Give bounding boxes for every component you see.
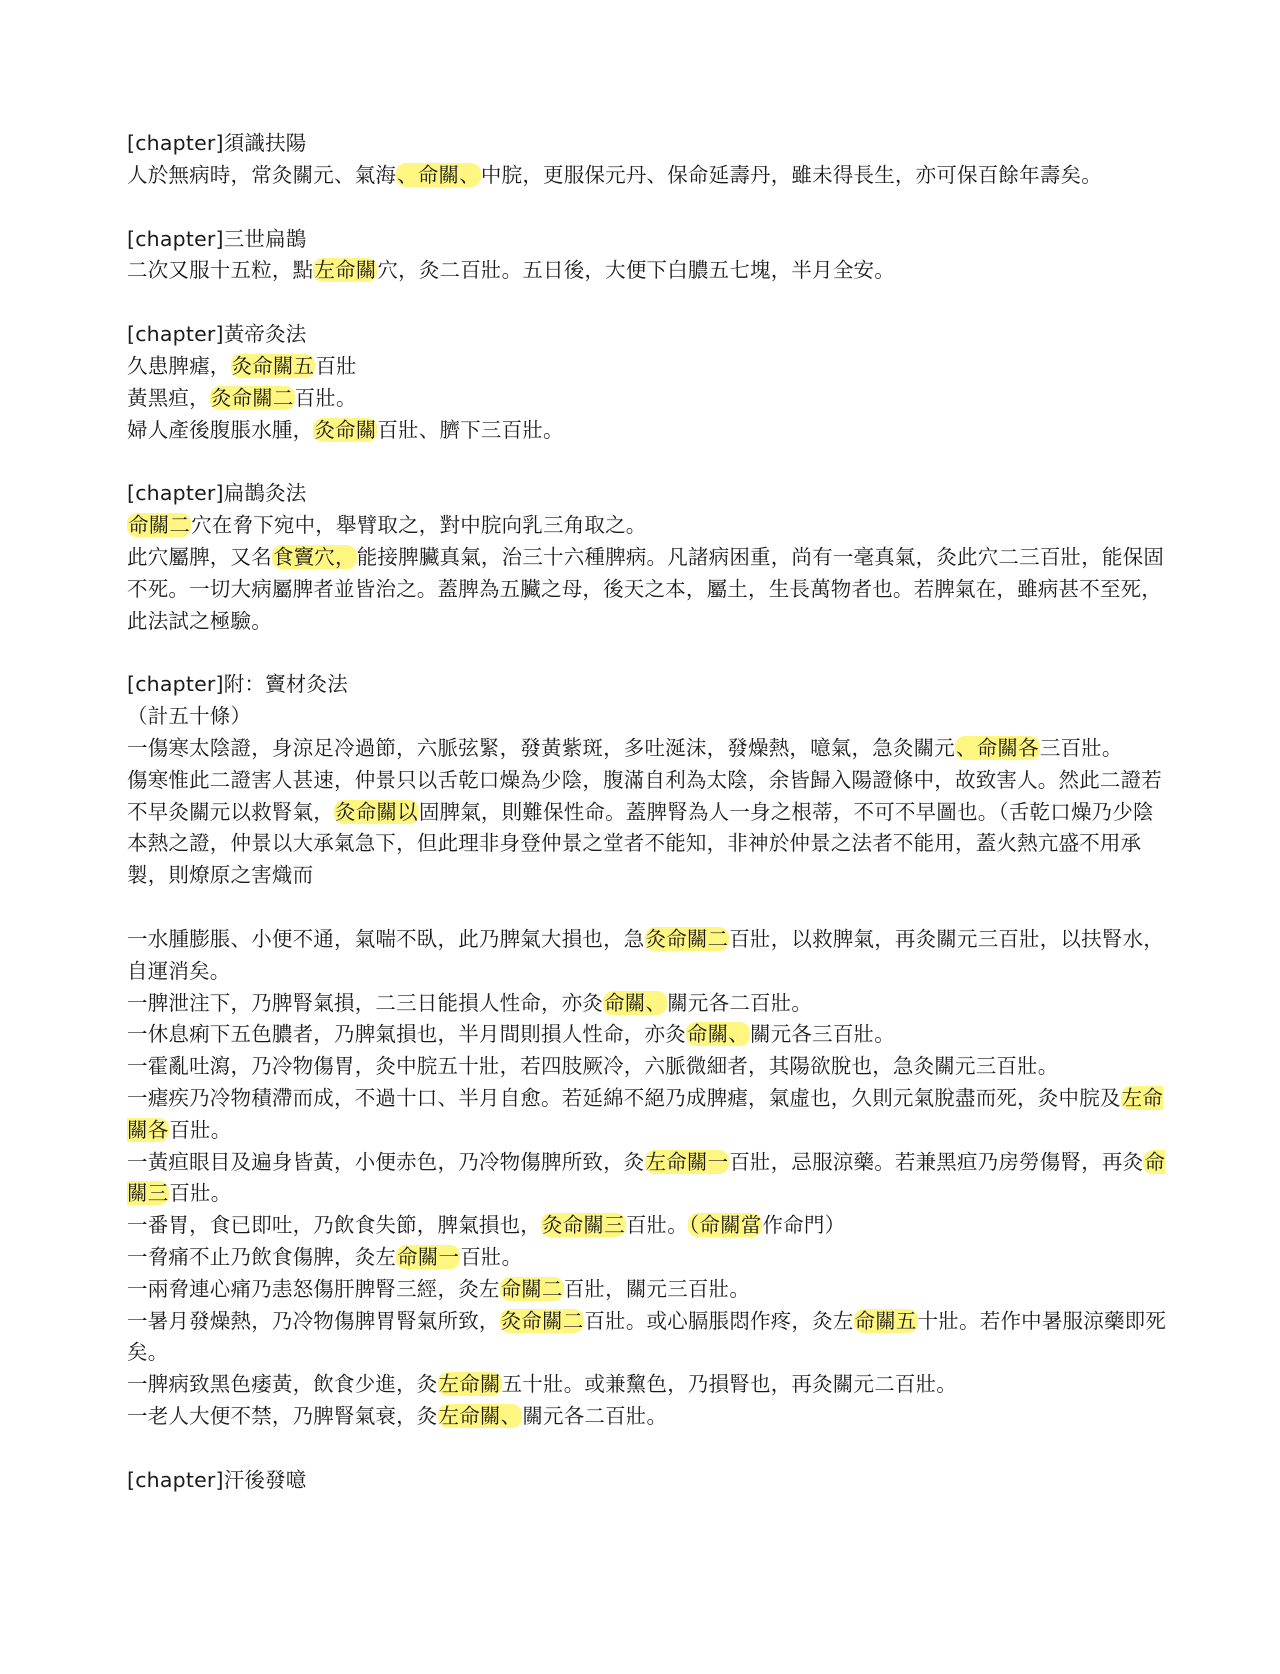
text-run: 此穴屬脾，又名 (127, 544, 272, 569)
paragraph (127, 1242, 1167, 1274)
paragraph (127, 415, 1167, 447)
highlighted-text: 命關一 (397, 1244, 460, 1269)
text-run: 百壯，關元三百壯。 (563, 1276, 751, 1301)
text-run: 一黃疸眼目及遍身皆黃，小便赤色，乃冷物傷脾所致，灸 (127, 1149, 645, 1174)
text-run: 關元各三百壯。 (750, 1022, 895, 1047)
text-run: 能接脾臟真氣，治三十六種脾病。凡諸病困重，尚有一毫真氣，灸此穴二三百壯，能保固不死。一切大病屬脾者並皆治之。蓋脾為五臟之母，後天之本，屬土，生長萬物者也。若脾氣在，雖病甚不至死，此法試之極驗。 (127, 544, 1165, 633)
chapter-section (127, 1465, 1167, 1497)
paragraph (127, 1369, 1167, 1401)
paragraph (127, 1019, 1167, 1051)
paragraph (127, 1210, 1167, 1242)
text-run: 一休息痢下五色膿者，乃脾氣損也，半月間則損人性命，亦灸 (127, 1022, 686, 1047)
text-run: 穴在脅下宛中，舉臂取之，對中脘向乳三角取之。 (191, 513, 647, 538)
text-run: 中脘，更服保元丹、保命延壽丹，雖未得長生，亦可保百餘年壽矣。 (480, 162, 1102, 187)
highlighted-text: 灸命關五 (231, 353, 315, 378)
text-run: 百壯，以救脾氣，再灸關元三百壯，以扶腎水，自運消矣。 (127, 926, 1165, 983)
highlighted-text: 命關二 (500, 1276, 563, 1301)
text-run: 一脾泄注下，乃脾腎氣損，二三日能損人性命，亦灸 (127, 990, 604, 1015)
paragraph (127, 1083, 1167, 1147)
text-run: 百壯、臍下三百壯。 (377, 417, 564, 442)
paragraph (127, 160, 1167, 192)
chapter-heading: [chapter]附：竇材灸法 (127, 672, 348, 697)
text-run: 百壯，忌服涼藥。若兼黑疸乃房勞傷腎，再灸 (729, 1149, 1144, 1174)
paragraph (127, 701, 1167, 733)
highlighted-text: 左命關 (314, 258, 377, 283)
highlighted-text: 灸命關二 (645, 926, 729, 951)
text-run: 關元各二百壯。 (667, 990, 813, 1015)
paragraph (127, 383, 1167, 415)
text-run: 人於無病時，常灸關元、氣海 (127, 162, 397, 187)
paragraph (127, 924, 1167, 988)
highlighted-text: 命關、 (604, 990, 667, 1015)
chapter-heading: [chapter]須識扶陽 (127, 131, 307, 155)
chapter-section (127, 319, 1167, 446)
highlighted-text: 命關、 (686, 1022, 750, 1047)
paragraph (127, 510, 1167, 542)
chapter-section (127, 224, 1167, 288)
highlighted-text: 左命關各 (127, 1085, 1164, 1142)
highlighted-text: 灸命關三 (542, 1213, 625, 1238)
highlighted-text: 命關二 (128, 513, 191, 538)
text-run: 傷寒惟此二證害人甚速，仲景只以舌乾口燥為少陰，腹滿自利為太陰，余皆歸入陽證條中，故致害人。然此二證若不早灸關元以救腎氣， (127, 767, 1162, 824)
text-run: 一暑月發燥熱，乃冷物傷脾胃腎氣所致， (127, 1308, 500, 1333)
text-run: 一番胃，食已即吐，乃飲食失節，脾氣損也， (127, 1213, 541, 1238)
text-run: 一霍亂吐瀉，乃冷物傷胃，灸中脘五十壯，若四肢厥冷，六脈微細者，其陽欲脫也，急灸關元三百壯。 (127, 1054, 1059, 1079)
text-run: 百壯。 (169, 1117, 232, 1142)
text-run: 久患脾瘧， (127, 353, 231, 378)
highlighted-text: 左命關一 (645, 1149, 729, 1174)
paragraph (127, 542, 1167, 637)
text-run: 一老人大便不禁，乃脾腎氣衰，灸 (127, 1403, 438, 1428)
highlighted-text: 命關五 (854, 1308, 917, 1333)
paragraph (127, 1401, 1167, 1433)
document-body (127, 128, 1167, 1528)
paragraph (127, 765, 1167, 892)
highlighted-text: 灸命關以 (335, 799, 418, 824)
text-run: 一兩脅連心痛乃恚怒傷肝脾腎三經，灸左 (127, 1276, 500, 1301)
text-run: 一傷寒太陰證，身涼足冷過節，六脈弦緊，發黃紫斑，多吐涎沫，發燥熱，噫氣，急灸關元 (127, 735, 955, 760)
paragraph (127, 733, 1167, 765)
highlighted-text: 左命關、 (438, 1403, 522, 1428)
chapter-heading: [chapter]黃帝灸法 (127, 322, 307, 347)
paragraph (127, 1051, 1167, 1083)
text-run: 十壯。若作中暑服涼藥即死矣。 (127, 1308, 1167, 1365)
paragraph (127, 988, 1167, 1020)
text-run: 百壯。 (460, 1244, 523, 1269)
text-run: 一水腫膨脹、小便不通，氣喘不臥，此乃脾氣大損也，急 (127, 926, 645, 951)
highlighted-text: 食竇穴， (272, 544, 356, 569)
text-run: 百壯 (315, 353, 357, 378)
highlighted-text: 灸命關二 (210, 385, 294, 410)
text-run: 婦人產後腹脹水腫， (127, 417, 314, 442)
paragraph (127, 1306, 1167, 1370)
text-run: 黃黑疸， (127, 385, 210, 410)
chapter-section (127, 669, 1167, 892)
highlighted-text: 灸命關 (314, 417, 377, 442)
highlighted-text: 、命關、 (397, 162, 480, 187)
text-run: 三百壯。 (1039, 735, 1123, 760)
text-run: 關元各二百壯。 (522, 1403, 668, 1428)
text-run: 作命門） (762, 1213, 846, 1238)
paragraph (127, 351, 1167, 383)
highlighted-text: 左命關 (438, 1372, 501, 1397)
text-run: 百壯。 (294, 385, 357, 410)
chapter-section (127, 924, 1167, 1433)
highlighted-text: 灸命關二 (500, 1308, 584, 1333)
chapter-section (127, 478, 1167, 637)
paragraph (127, 255, 1167, 287)
text-run: （計五十條） (127, 704, 252, 729)
chapter-heading: [chapter]三世扁鵲 (127, 226, 307, 251)
text-run: 一瘧疾乃冷物積滯而成，不過十口、半月自愈。若延綿不絕乃成脾瘧，氣虛也，久則元氣脫盡而死，灸中脘及 (127, 1085, 1121, 1110)
text-run: 穴，灸二百壯。五日後，大便下白膿五七塊，半月全安。 (377, 258, 895, 283)
highlighted-text: 、命關各 (956, 735, 1039, 760)
text-run: 二次又服十五粒，點 (127, 258, 314, 283)
text-run: 五十壯。或兼黧色，乃損腎也，再灸關元二百壯。 (501, 1372, 958, 1397)
chapter-heading: [chapter]扁鵲灸法 (127, 481, 307, 506)
text-run: 固脾氣，則難保性命。蓋脾腎為人一身之根蒂，不可不早圖也。（舌乾口燥乃少陰本熱之證，仲景以大承氣急下，但此理非身登仲景之堂者不能知，非神於仲景之法者不能用，蓋火熱亢盛不用承製，則燎原之害熾而 (127, 799, 1154, 888)
highlighted-text: （命關當 (688, 1213, 762, 1238)
text-run: 百壯。或心膈脹悶作疼，灸左 (584, 1308, 854, 1333)
paragraph (127, 1147, 1167, 1211)
paragraph (127, 1274, 1167, 1306)
text-run: 百壯。 (169, 1181, 232, 1206)
text-run: 一脅痛不止乃飲食傷脾，灸左 (127, 1244, 397, 1269)
text-run: 百壯。 (625, 1213, 688, 1238)
highlighted-text: 命關三 (127, 1149, 1166, 1206)
text-run: 一脾病致黑色痿黃，飲食少進，灸 (127, 1372, 438, 1397)
chapter-section (127, 128, 1167, 192)
chapter-heading: [chapter]汗後發噫 (127, 1467, 307, 1492)
